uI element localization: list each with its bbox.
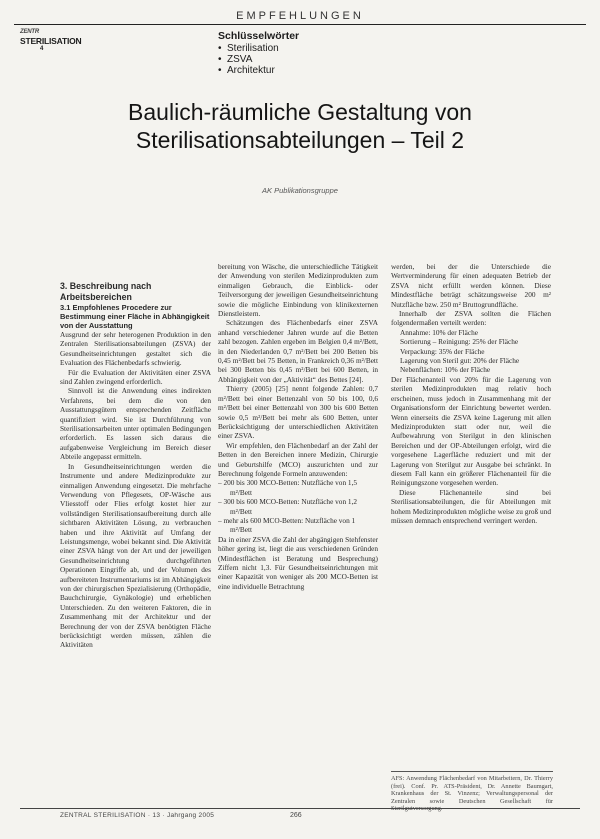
- zone-item: Nebenflächen: 10% der Fläche: [400, 365, 491, 375]
- zone-item: Annahme: 10% der Fläche: [400, 327, 479, 337]
- logo-top-text: ZENTR: [20, 29, 39, 35]
- body-paragraph: Für die Evaluation der Aktivitäten einer ZSVA sind Zahlen zwingend erforderlich.: [60, 367, 211, 387]
- abbreviations-footnote: AFS: Anwendung Flächenbedarf von Mitarbeitern, Dr. Thierry (frei). Conf. Pr. ATS-Präsident, Dr. Annette Baumgart, Krankenhaus der St. Vinzenz; Verwaltungspersonal der Zentralen sowie Deutschen Gesellschaft für Sterilgutversorgung.: [391, 771, 553, 813]
- bullet-icon: •: [218, 43, 222, 54]
- logo-number: 4: [40, 46, 44, 52]
- article-title: [20, 98, 580, 154]
- text-column-3: [391, 262, 551, 800]
- body-paragraph: In Gesundheitseinrichtungen werden die Instrumente und andere Medizinprodukte zur einmaligen Anwendung eingesetzt. Die mehrfache Verwendung von Pflegesets, OP-Wäsche aus Vliesstoff oder Flies erfolgt kostet hier zur vollständigen Sterilisationsaufbereitung durch alle sichtbaren Aktivitäten Lösung, zu verbrauchen haben und ihre Aktivität auf Umfang der Leistungsmenge, wobei bekannt sind. Die Aktivität einer ZSVA hängt von der Art und der jeweiligen Gesundheitseinrichtung durchgeführten Operationen Eingriffe ab, und der Volumen des aufbereiteten Instrumentariums ist im Abhängigkeit von der chirurgischen Spezialisierung (Orthopädie, Bauchchirurgie, Gynäkologie) und erheblichen Unterschieden. Zu den weiteren Faktoren, die in Zusammenhang mit der Architektur und der Berechnung der von der ZSVA benötigten Fläche berücksichtigt werden müssen, zählen die Aktivitäten: [60, 461, 211, 650]
- body-paragraph: werden, bei der die Unterschiede die Wertverminderung für einen adequaten Betrieb der ZSVA nicht erfüllt werden können. Diese Mindestfläche beträgt schätzungsweise 200 m² Nutzfläche bzw. 250 m² Bruttogrundfläche.: [391, 262, 551, 309]
- keyword-item: • Architektur: [218, 65, 275, 76]
- bullet-icon: •: [218, 54, 222, 65]
- body-paragraph: Der Flächenanteil von 20% für die Lagerung von sterilen Medizinprodukten mag relativ hoch erscheinen, muss jedoch in Zusammenhang mit der Organisationsform der Einrichtung bewertet werden. Wenn einerseits die ZSVA keine Lagerung mit allen Medizinprodukten statt oder nur, weil die Aufbewahrung von Sterilgut in den klinischen Bereichen und der OP-Abteilungen erfolgt, wird die vorgesehene Lagerfläche reduziert und mit der Lagerung von Sterilgut zur Ausgabe bei schränkt. In diesem Fall kann ein größerer Flächenanteil für die Reinigungszone vorgesehen werden.: [391, 374, 551, 488]
- subsection-heading: 3.1 Empfohlenes Procedere zur Bestimmung einer Fläche in Abhängigkeit von der Ausstattung: [60, 303, 210, 330]
- body-paragraph: Innerhalb der ZSVA sollten die Flächen folgendermaßen verteilt werden:: [391, 309, 551, 328]
- footer-journal: ZENTRAL STERILISATION · 13 · Jahrgang 2005: [60, 812, 215, 819]
- body-paragraph: Ausgrund der sehr heterogenen Produktion in den Zentralen Sterilisationsabteilungen (ZSVA) der Gesundheitseinrichtungen gestaltet sich die Evaluation des Flächenbedarfs schwierig.: [60, 330, 211, 368]
- article-author: AK Publikationsgruppe: [262, 186, 338, 195]
- formula-item: – mehr als 600 MCO-Betten: Nutzfläche von 1 m²/Bett: [218, 515, 356, 535]
- logo-name: STERILISATION: [20, 36, 82, 46]
- body-paragraph: Sinnvoll ist die Anwendung eines indirekten Verfahrens, bei dem die von den Ausstattungsgütern entsprechenden Zeitfläche quantifiziert wird. Sie ist Durchführung von Sterilisationsarbeiten unter optimalen Bedingungen erforderlich. Es lassen sich daraus die aufgabenweise Vergleichung im Bereich dieser Abteile angepasst ermitteln.: [60, 386, 211, 462]
- formula-item: – 200 bis 300 MCO-Betten: Nutzfläche von 1,5 m²/Bett: [218, 478, 358, 497]
- page-number: 266: [290, 812, 302, 819]
- formula-item: – 300 bis 600 MCO-Betten: Nutzfläche von 1,2 m²/Bett: [218, 497, 358, 516]
- body-paragraph: Schätzungen des Flächenbedarfs einer ZSVA anhand verschiedener Jahren wurde auf die Betten zahl bezogen. Zahlen ergeben im Belgien 0,4 m²/Bett, in den Niederlanden 0,7 m²/Bett bei 200 Betten bis 0,45 m²/Bett bei 75 Betten, in Frankreich 0,36 m²/Bett bei 300 Betten bis 0,45 m²/Bett bei 600 Betten, in Abhängigkeit von der „Aktivität“ des Bettes [24].: [218, 318, 378, 384]
- text-column-2: [218, 262, 378, 797]
- body-paragraph: Wir empfehlen, den Flächenbedarf an der Zahl der Betten in den Bereichen innere Medizin, Chirurgie und Geburtshilfe (MCO) auszurichten und zur Berechnung folgende Formeln anzuwenden:: [218, 440, 378, 478]
- keywords-box: [218, 30, 299, 76]
- zone-item: Sortierung – Reinigung: 25% der Fläche: [400, 337, 519, 347]
- keyword-item: • Sterilisation: [218, 43, 279, 54]
- body-paragraph: bereitung von Wäsche, die unterschiedliche Tätigkeit der Anwendung von sterilen Medizinprodukten zum einmaligen Gebrauch, die Einblick- oder Teilversorgung der jeweiligen Gesundheitseinrichtung sowie die mögliche Einbindung von klinikexternen Dienstleistern.: [218, 262, 378, 319]
- keywords-title: Schlüsselwörter: [218, 30, 300, 42]
- section-header: EMPFEHLUNGEN: [236, 10, 364, 22]
- body-paragraph: Thierry (2005) [25] nennt folgende Zahlen: 0,7 m²/Bett bei einer Bettenzahl von 50 bis 100, 0,6 m²/Bett bei einer Bettenzahl von 300 bis 600 Betten sowie 0,5 m²/Bett bei mehr als 600 Betten, unter Berücksichtigung der unterschiedlichen Aktivitäten einer ZSVA.: [218, 384, 378, 441]
- header-rule: [14, 24, 586, 25]
- footer-rule: [20, 808, 580, 809]
- journal-logo: [20, 28, 82, 54]
- bullet-icon: •: [218, 65, 222, 76]
- article-title-line: Sterilisationsabteilungen – Teil 2: [135, 127, 465, 153]
- section-heading: 3. Beschreibung nach Arbeitsbereichen: [60, 281, 152, 302]
- article-title-line: Baulich-räumliche Gestaltung von: [128, 99, 472, 125]
- body-paragraph: Da in einer ZSVA die Zahl der abgängigen Stehfenster höher gering ist, liegt die aus verschiedenen Gründen (Mindestflächen ist Beratung und Besprechung) Ziffern nicht 1,3. Für Gesundheitseinrichtungen mit einer Kapazität von weniger als 200 MCO-Betten ist eine individuelle Betrachtung: [218, 534, 378, 591]
- text-column-1: [60, 281, 211, 795]
- zone-item: Verpackung: 35% der Fläche: [400, 346, 485, 356]
- body-paragraph: Diese Flächenanteile sind bei Sterilisationsabteilungen, die für Abteilungen mit hohem Medizinprodukten mögliche weise zu groß und müssen demnach entsprechend verringert werden.: [391, 487, 551, 525]
- zone-item: Lagerung von Steril gut: 20% der Fläche: [400, 356, 520, 366]
- keyword-item: • ZSVA: [218, 54, 253, 65]
